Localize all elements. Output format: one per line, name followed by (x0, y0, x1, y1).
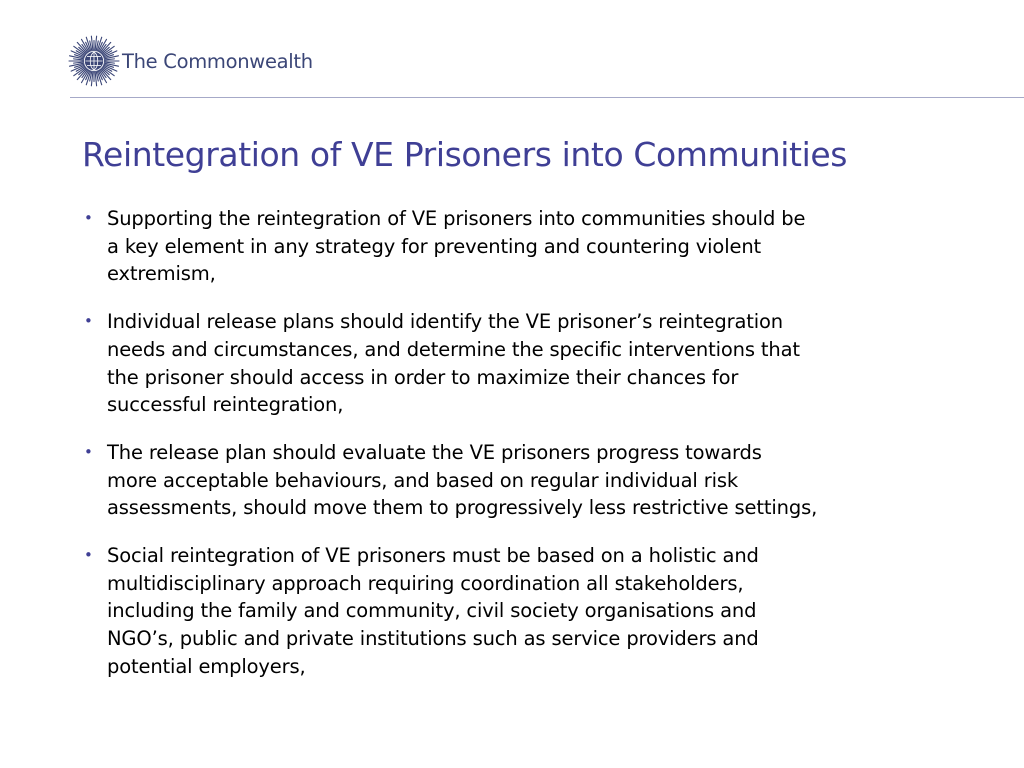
commonwealth-globe-logo-icon (68, 35, 120, 87)
bullet-item (84, 308, 964, 419)
bullet-line: the prisoner should access in order to maximize their chances for (107, 365, 739, 389)
bullet-dot-icon: • (84, 442, 93, 461)
bullet-dot-icon: • (84, 312, 93, 331)
bullet-dot-icon: • (84, 546, 93, 565)
bullet-line: successful reintegration, (107, 393, 344, 417)
bullet-dot-icon: • (84, 209, 93, 227)
bullet-line: Social reintegration of VE prisoners must be based on a holistic and (107, 544, 759, 568)
commonwealth-logo (68, 34, 313, 88)
bullet-line: needs and circumstances, and determine the specific interventions that (107, 337, 800, 361)
bullet-line: NGO’s, public and private institutions such as service providers and (107, 627, 759, 651)
bullet-line: Individual release plans should identify the VE prisoner’s reintegration (107, 310, 784, 334)
bullet-line: including the family and community, civil society organisations and (107, 599, 757, 623)
bullet-line: multidisciplinary approach requiring coordination all stakeholders, (107, 571, 744, 595)
bullet-line: potential employers, (107, 654, 306, 678)
bullet-line: more acceptable behaviours, and based on regular individual risk (107, 468, 739, 492)
slide-title: Reintegration of VE Prisoners into Communities (82, 135, 848, 174)
bullet-line: The release plan should evaluate the VE prisoners progress towards (107, 440, 762, 464)
bullet-line: assessments, should move them to progressively less restrictive settings, (107, 496, 818, 520)
header-divider (70, 97, 1024, 98)
bullet-line: a key element in any strategy for preventing and countering violent (107, 234, 762, 258)
bullet-list (84, 205, 964, 701)
brand-name: The Commonwealth (122, 49, 313, 73)
bullet-item (84, 542, 964, 681)
bullet-line: extremism, (107, 262, 216, 286)
bullet-item (84, 439, 964, 522)
bullet-line: Supporting the reintegration of VE prisoners into communities should be (107, 207, 806, 230)
bullet-item (84, 205, 964, 288)
